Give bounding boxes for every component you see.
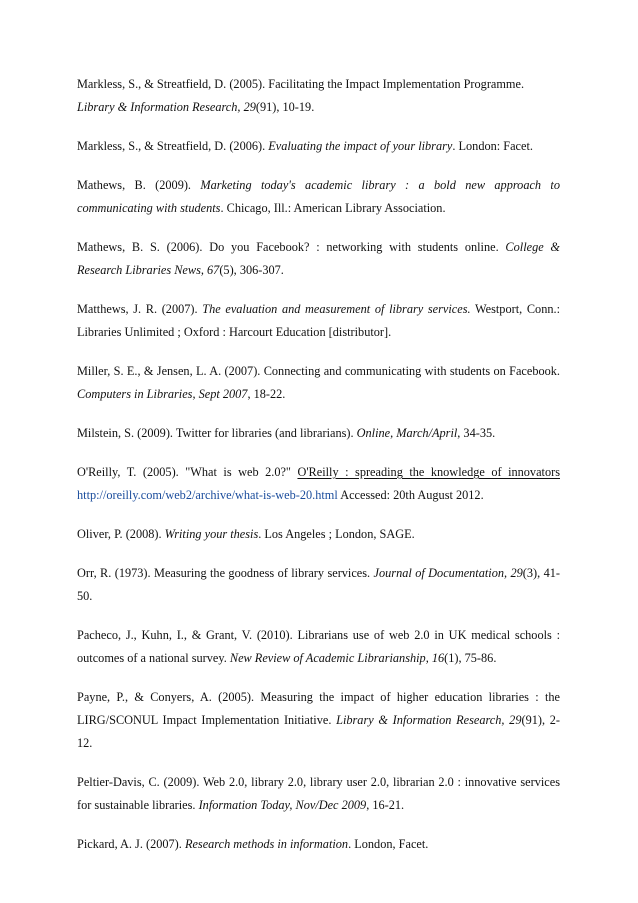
reference-text: Oliver, P. (2008). xyxy=(77,527,165,541)
reference-source: Library & Information Research, 29 xyxy=(336,713,522,727)
reference-text: Payne, P., & Conyers, A. (2005). Measuring the impact of higher education libraries : the LIRG/SCONUL Impact Implementation Initiative. xyxy=(77,690,560,727)
reference-text: O'Reilly, T. (2005). "What is web 2.0?" xyxy=(77,465,298,479)
reference-item xyxy=(77,174,560,220)
reference-details: , 34-35. xyxy=(457,426,496,440)
reference-text: Pickard, A. J. (2007). xyxy=(77,837,185,851)
reference-details: (91), 2-12. xyxy=(77,713,560,750)
reference-details: , 16-21. xyxy=(366,798,405,812)
reference-item xyxy=(77,686,560,755)
reference-text: Mathews, B. (2009). xyxy=(77,178,201,192)
reference-source: College & Research Libraries News, 67 xyxy=(77,240,560,277)
reference-item xyxy=(77,73,560,119)
reference-details: . London: Facet. xyxy=(452,139,533,153)
reference-source: Writing your thesis xyxy=(164,527,259,541)
reference-text: Orr, R. (1973). Measuring the goodness of library services. xyxy=(77,566,374,580)
reference-source: Marketing today's academic library : a bold new approach to communicating with students xyxy=(77,178,560,215)
reference-item xyxy=(77,236,560,282)
reference-details: (3), 41-50. xyxy=(77,566,560,603)
reference-source: Journal of Documentation, 29 xyxy=(373,566,523,580)
reference-source: Online, March/April xyxy=(356,426,458,440)
reference-source: Computers in Libraries, Sept 2007 xyxy=(77,387,248,401)
reference-item xyxy=(77,833,560,856)
reference-item xyxy=(77,624,560,670)
reference-url-link[interactable]: http://oreilly.com/web2/archive/what-is-web-20.html xyxy=(77,488,338,502)
reference-list xyxy=(77,73,560,856)
reference-item xyxy=(77,562,560,608)
reference-text: Miller, S. E., & Jensen, L. A. (2007). Connecting and communicating with students on Facebook. xyxy=(77,364,560,378)
reference-details: . Chicago, Ill.: American Library Association. xyxy=(220,201,446,215)
reference-source-title: O'Reilly : spreading the knowledge of innovators xyxy=(297,465,560,479)
reference-item xyxy=(77,298,560,344)
reference-text: Milstein, S. (2009). Twitter for libraries (and librarians). xyxy=(77,426,357,440)
reference-details: . London, Facet. xyxy=(348,837,429,851)
reference-item xyxy=(77,422,560,445)
reference-source: Research methods in information xyxy=(184,837,349,851)
reference-details: (91), 10-19. xyxy=(255,100,315,114)
reference-source: Information Today, Nov/Dec 2009 xyxy=(198,798,367,812)
reference-details: Accessed: 20th August 2012. xyxy=(337,488,484,502)
reference-details: , 18-22. xyxy=(247,387,286,401)
reference-source: Evaluating the impact of your library xyxy=(268,139,453,153)
reference-text: Mathews, B. S. (2006). Do you Facebook? : networking with students online. xyxy=(77,240,506,254)
reference-details: . Los Angeles ; London, SAGE. xyxy=(258,527,415,541)
reference-item xyxy=(77,461,560,507)
reference-details: (5), 306-307. xyxy=(219,263,284,277)
reference-text: Markless, S., & Streatfield, D. (2006). xyxy=(77,139,269,153)
reference-item xyxy=(77,135,560,158)
reference-source: Library & Information Research, 29 xyxy=(77,100,256,114)
reference-text: Peltier-Davis, C. (2009). Web 2.0, library 2.0, library user 2.0, librarian 2.0 : innovative services for sustainable libraries. xyxy=(77,775,560,812)
reference-details: Westport, Conn.: Libraries Unlimited ; Oxford : Harcourt Education [distributor]. xyxy=(77,302,560,339)
reference-source: New Review of Academic Librarianship, 16 xyxy=(229,651,445,665)
reference-item xyxy=(77,360,560,406)
reference-text: Markless, S., & Streatfield, D. (2005). Facilitating the Impact Implementation Programme. xyxy=(77,77,525,91)
reference-details: (1), 75-86. xyxy=(444,651,497,665)
reference-item xyxy=(77,771,560,817)
reference-item xyxy=(77,523,560,546)
reference-text: Pacheco, J., Kuhn, I., & Grant, V. (2010). Librarians use of web 2.0 in UK medical schools : outcomes of a national survey. xyxy=(77,628,560,665)
reference-source: The evaluation and measurement of library services. xyxy=(202,302,471,316)
reference-text: Matthews, J. R. (2007). xyxy=(77,302,203,316)
